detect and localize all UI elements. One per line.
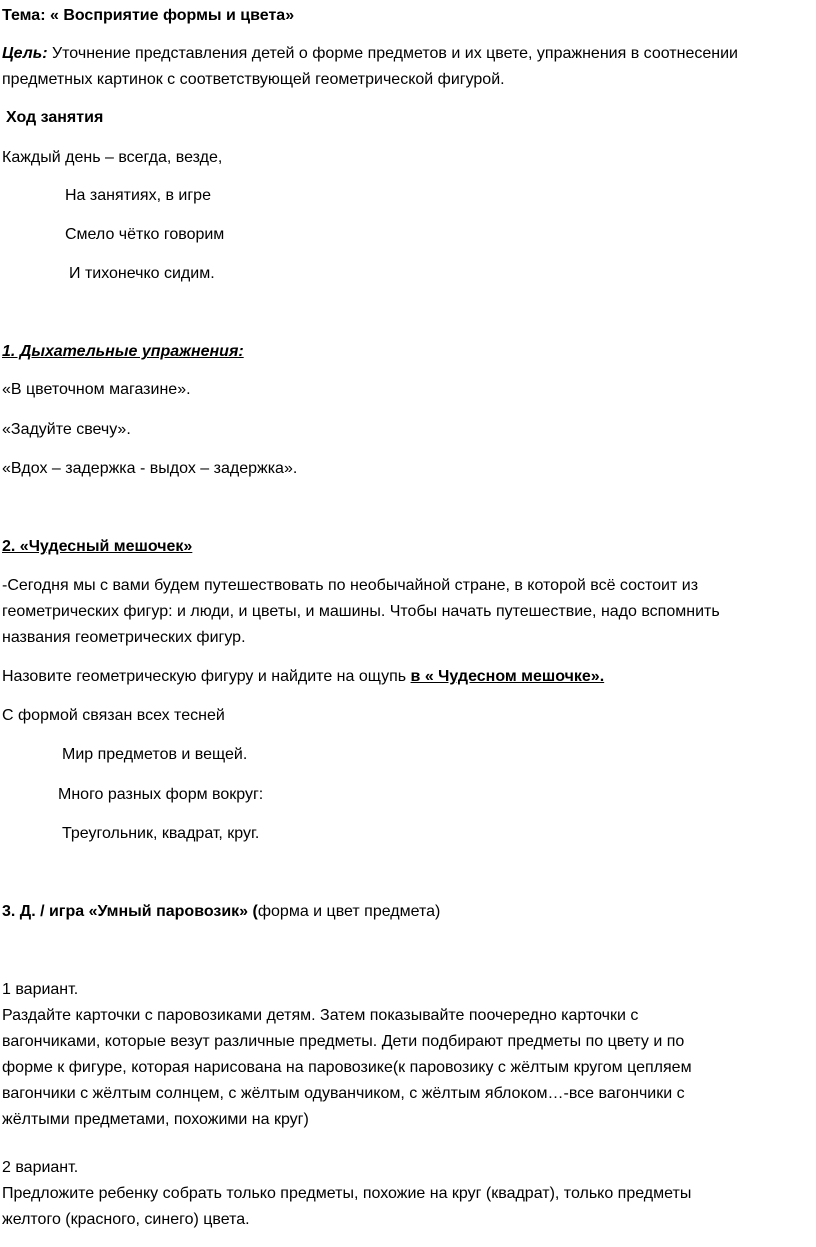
section2-paragraph-line-1: -Сегодня мы с вами будем путешествовать по необычайной стране, в которой всё состоит из bbox=[2, 577, 699, 594]
section2-instruction bbox=[2, 664, 816, 690]
variant1-line-5: жёлтыми предметами, похожими на круг) bbox=[2, 1111, 309, 1128]
variant2-line-2: желтого (красного, синего) цвета. bbox=[2, 1211, 250, 1228]
section1-item-3: «Вдох – задержка - выдох – задержка». bbox=[2, 460, 298, 477]
goal-line-1 bbox=[2, 41, 816, 67]
section1-heading bbox=[2, 339, 816, 365]
section2-instruction-text: Назовите геометрическую фигуру и найдите на ощупь bbox=[2, 668, 411, 685]
section2-poem-line-3: Много разных форм вокруг: bbox=[58, 786, 264, 803]
variant1-line-1: Раздайте карточки с паровозиками детям. Затем показывайте поочередно карточки с bbox=[2, 1007, 639, 1024]
topic-value: « Восприятие формы и цвета» bbox=[49, 7, 295, 24]
section2-poem-line-4: Треугольник, квадрат, круг. bbox=[62, 825, 260, 842]
section1-item-2: «Задуйте свечу». bbox=[2, 421, 131, 438]
section2-poem-line-1: С формой связан всех тесней bbox=[2, 707, 225, 724]
variant1-line-4: вагончики с жёлтым солнцем, с жёлтым одуванчиком, с жёлтым яблоком…-все вагончики с bbox=[2, 1085, 685, 1102]
poem1-line-4: И тихонечко сидим. bbox=[69, 265, 215, 282]
topic-line bbox=[2, 3, 816, 29]
poem1-line-2: На занятиях, в игре bbox=[65, 187, 211, 204]
topic-label: Тема: bbox=[2, 7, 46, 24]
section3-heading bbox=[2, 899, 816, 925]
section1-item-1: «В цветочном магазине». bbox=[2, 381, 191, 398]
section2-instruction-link: в « Чудесном мешочке». bbox=[410, 668, 605, 685]
section2-heading-text: 2. «Чудесный мешочек» bbox=[2, 538, 193, 555]
variant1-line-3: форме к фигуре, которая нарисована на паровозике(к паровозику с жёлтым кругом цепляем bbox=[2, 1059, 692, 1076]
poem1-line-3: Смело чётко говорим bbox=[65, 226, 225, 243]
section3-heading-bold: 3. Д. / игра «Умный паровозик» ( bbox=[2, 903, 258, 920]
goal-line-2: предметных картинок с соответствующей геометрической фигурой. bbox=[2, 71, 505, 88]
variant2-line-1: Предложите ребенку собрать только предметы, похожие на круг (квадрат), только предметы bbox=[2, 1185, 692, 1202]
section2-paragraph-line-3: названия геометрических фигур. bbox=[2, 629, 246, 646]
poem1-line-1: Каждый день – всегда, везде, bbox=[2, 149, 223, 166]
section2-heading bbox=[2, 534, 816, 560]
variant1-title: 1 вариант. bbox=[2, 981, 79, 998]
section3-heading-rest: форма и цвет предмета) bbox=[257, 903, 441, 920]
variant2-title: 2 вариант. bbox=[2, 1159, 79, 1176]
section1-heading-text: 1. Дыхательные упражнения: bbox=[2, 343, 244, 360]
goal-label: Цель: bbox=[2, 45, 48, 62]
goal-text-1: Уточнение представления детей о форме предметов и их цвете, упражнения в соотнесении bbox=[47, 45, 738, 62]
section2-poem-line-2: Мир предметов и вещей. bbox=[62, 746, 248, 763]
lesson-heading: Ход занятия bbox=[6, 109, 104, 126]
variant1-line-2: вагончиками, которые везут различные предметы. Дети подбирают предметы по цвету и по bbox=[2, 1033, 685, 1050]
section2-paragraph-line-2: геометрических фигур: и люди, и цветы, и машины. Чтобы начать путешествие, надо вспомнить bbox=[2, 603, 720, 620]
